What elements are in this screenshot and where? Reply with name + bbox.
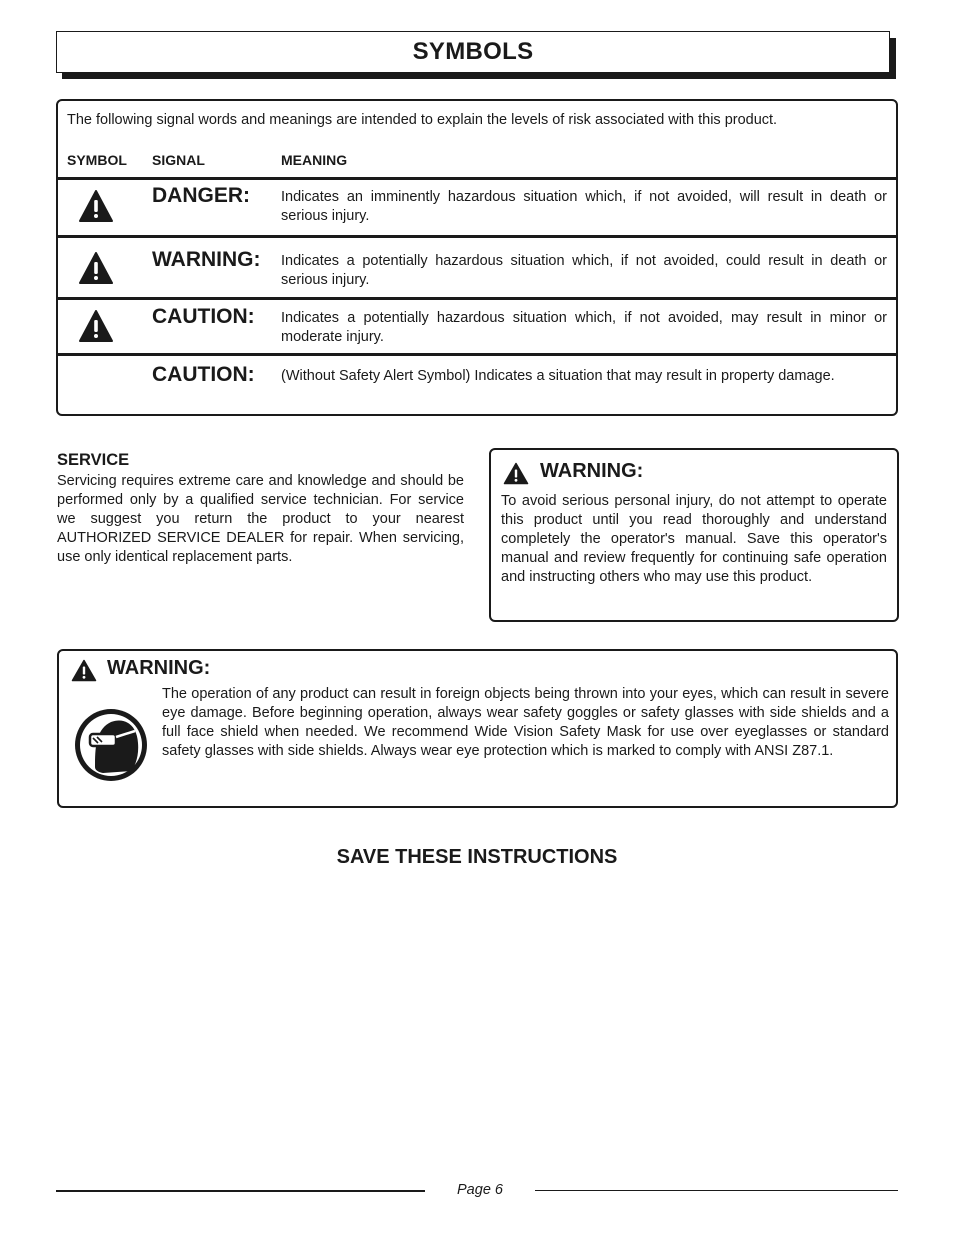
section-title-bar <box>56 31 898 81</box>
meaning-caution: Indicates a potentially hazardous situation which, if not avoided, may result in minor or moderate injury. <box>281 310 887 345</box>
service-heading: SERVICE <box>57 451 130 469</box>
warning-eye-text: The operation of any product can result in foreign objects being thrown into your eyes, which can result in severe eye damage. Before beginning operation, always wear safety goggles or safety glasses with side shields and a full face shield when needed. We recommend Wide Vision Safety Mask for use over eyeglasses or standard safety glasses with side shields. Always wear eye protection which is marked to comply with ANSI Z87.1. <box>162 686 889 759</box>
save-instructions: SAVE THESE INSTRUCTIONS <box>336 846 618 868</box>
signal-caution-property: CAUTION: <box>152 363 255 386</box>
safety-alert-icon <box>71 659 97 682</box>
header-meaning: MEANING <box>281 152 348 168</box>
title-box <box>56 31 890 73</box>
warning-label: WARNING: <box>107 657 211 679</box>
safety-alert-icon <box>78 251 114 285</box>
safety-alert-icon <box>78 189 114 223</box>
meaning-caution-property: (Without Safety Alert Symbol) Indicates a situation that may result in property damage. <box>281 368 835 384</box>
signal-warning: WARNING: <box>152 248 261 271</box>
row-divider <box>58 235 896 238</box>
symbols-table <box>56 99 898 416</box>
symbols-intro: The following signal words and meanings are intended to explain the levels of risk associated with this product. <box>67 112 778 128</box>
page-title: SYMBOLS <box>412 38 534 65</box>
row-divider <box>58 353 896 356</box>
warning-manual-text: To avoid serious personal injury, do not attempt to operate this product until you read thoroughly and understand completely the operator's manual. Save this operator's manual and review frequently for continuing safe operation and instructing others who may use this product. <box>501 493 887 585</box>
header-signal: SIGNAL <box>152 152 205 168</box>
row-divider <box>58 177 896 180</box>
row-divider <box>58 297 896 300</box>
warning-eye-box <box>57 649 898 808</box>
signal-danger: DANGER: <box>152 184 250 207</box>
safety-alert-icon <box>503 462 529 485</box>
footer-rule-left <box>56 1190 425 1192</box>
service-text: Servicing requires extreme care and knowledge and should be performed only by a qualified service technician. For service we suggest you return the product to your nearest AUTHORIZED SERVICE DEALER for repair. When servicing, use only identical replacement parts. <box>57 473 464 565</box>
warning-label: WARNING: <box>540 460 644 482</box>
warning-manual-box <box>489 448 899 622</box>
page-number: Page 6 <box>457 1182 503 1198</box>
safety-alert-icon <box>78 309 114 343</box>
signal-caution: CAUTION: <box>152 305 255 328</box>
header-symbol: SYMBOL <box>67 152 127 168</box>
eye-protection-icon <box>73 707 149 783</box>
footer-rule-right <box>535 1190 898 1191</box>
meaning-danger: Indicates an imminently hazardous situation which, if not avoided, will result in death or serious injury. <box>281 189 887 224</box>
meaning-warning: Indicates a potentially hazardous situation which, if not avoided, could result in death or serious injury. <box>281 253 887 288</box>
